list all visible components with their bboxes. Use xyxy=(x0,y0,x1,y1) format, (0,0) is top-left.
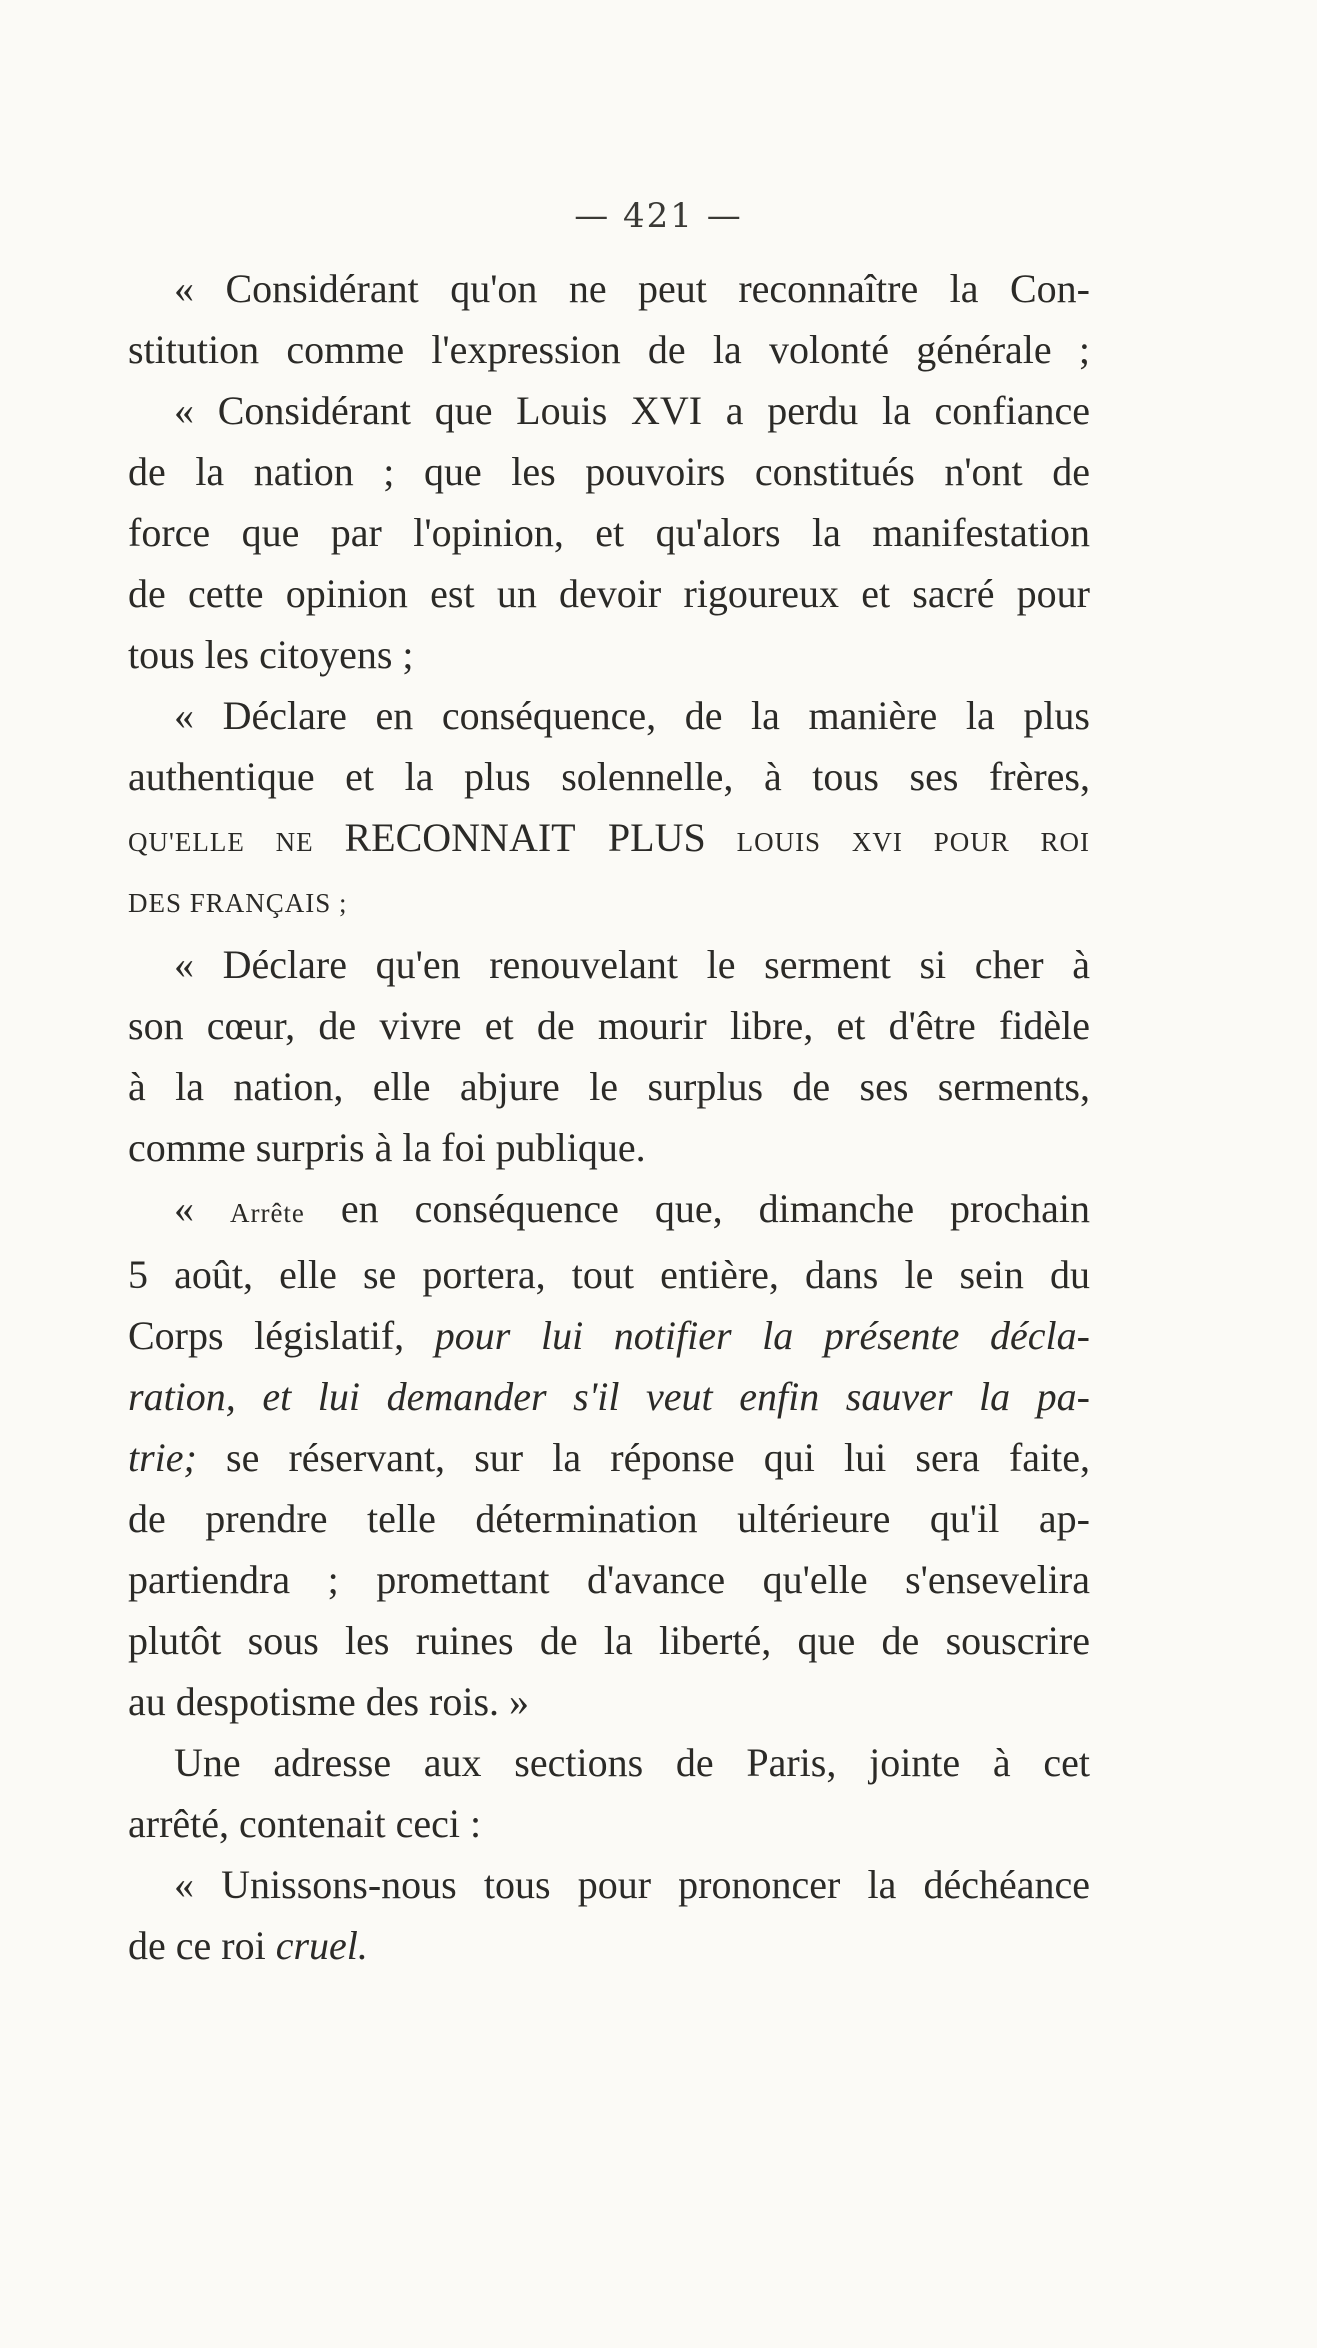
text-line: comme surpris à la foi publique. xyxy=(128,1125,646,1170)
quote-mark: « xyxy=(174,1186,230,1231)
text-line: de la nation ; que les pouvoirs constitués n'ont de xyxy=(128,449,1090,494)
text-line: partiendra ; promettant d'avance qu'elle s'ensevelira xyxy=(128,1557,1090,1602)
italic-text: trie; xyxy=(128,1435,197,1480)
text-line: son cœur, de vivre et de mourir libre, et d'être fidèle xyxy=(128,1003,1090,1048)
text-line: « Unissons-nous tous pour prononcer la déchéance xyxy=(174,1862,1090,1907)
text-line: « Déclare en conséquence, de la manière la plus xyxy=(174,693,1090,738)
text-line xyxy=(128,807,1090,873)
text-line: « Considérant qu'on ne peut reconnaître la Con- xyxy=(174,266,1090,311)
text-line: « Considérant que Louis XVI a perdu la confiance xyxy=(174,388,1090,433)
text-line: à la nation, elle abjure le surplus de ses serments, xyxy=(128,1064,1090,1109)
italic-text-line: ration, et lui demander s'il veut enfin sauver la pa- xyxy=(128,1374,1090,1419)
small-caps-text: Arrête xyxy=(229,1198,305,1228)
text-line: plutôt sous les ruines de la liberté, que de souscrire xyxy=(128,1618,1090,1663)
text-run: Corps législatif, xyxy=(128,1313,435,1358)
page-number: — 421 — xyxy=(574,196,743,236)
text-line: force que par l'opinion, et qu'alors la manifestation xyxy=(128,510,1090,555)
small-caps-text: QU'ELLE NE xyxy=(128,827,314,857)
large-caps-text: RECONNAIT PLUS xyxy=(344,815,706,860)
text-line: « Déclare qu'en renouvelant le serment si cher à xyxy=(174,942,1090,987)
text-line: authentique et la plus solennelle, à tous ses frères, xyxy=(128,754,1090,799)
italic-text: cruel. xyxy=(275,1923,368,1968)
body-text xyxy=(128,258,1090,1976)
text-line: stitution comme l'expression de la volonté générale ; xyxy=(128,327,1090,372)
text-run: se réservant, sur la réponse qui lui sera faite, xyxy=(196,1435,1090,1480)
text-line: de prendre telle détermination ultérieure qu'il ap- xyxy=(128,1496,1090,1541)
small-caps-text: LOUIS XVI POUR ROI xyxy=(736,827,1091,857)
text-line xyxy=(128,1305,1090,1366)
text-line: de cette opinion est un devoir rigoureux et sacré pour xyxy=(128,571,1090,616)
italic-text: pour lui notifier la présente décla- xyxy=(434,1313,1090,1358)
text-line xyxy=(128,1915,1090,1976)
text-line: tous les citoyens ; xyxy=(128,632,414,677)
text-line: 5 août, elle se portera, tout entière, dans le sein du xyxy=(128,1252,1090,1297)
text-line xyxy=(128,1178,1090,1244)
text-run: de ce roi xyxy=(128,1923,276,1968)
text-line: DES FRANÇAIS ; xyxy=(128,888,348,918)
text-line: arrêté, contenait ceci : xyxy=(128,1801,482,1846)
text-line: au despotisme des rois. » xyxy=(128,1679,530,1724)
text-line xyxy=(128,1427,1090,1488)
text-run: en conséquence que, dimanche prochain xyxy=(304,1186,1090,1231)
text-line: Une adresse aux sections de Paris, jointe à cet xyxy=(174,1740,1090,1785)
